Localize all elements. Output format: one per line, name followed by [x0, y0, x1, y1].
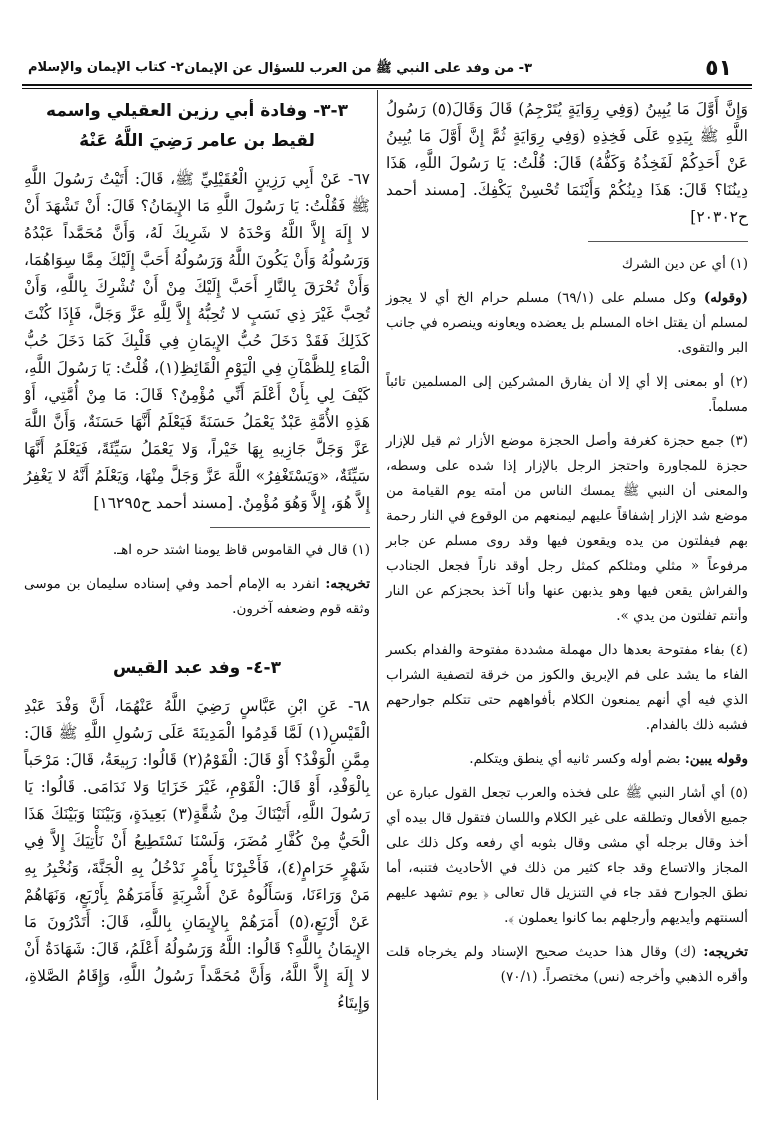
section-title: ٣-٣- وفادة أبي رزين العقيلي واسمه	[46, 101, 348, 121]
book-running-title: ٢- كتاب الإيمان والإسلام	[28, 60, 184, 75]
header-rule	[22, 84, 752, 86]
header-rule-thin	[22, 88, 752, 89]
column-divider	[377, 90, 378, 1100]
hadith-67: ٦٧- عَنْ أَبِي رَزِينٍ الْعُقَيْلِيِّ ﷺ، قَالَ: أَتَيْتُ رَسُولَ اللَّهِ ﷺ فَقُلْتُ: يَا رَسُولَ اللَّهِ مَا الإِيمَانُ؟ قَالَ: أَنْ تَشْهَدَ أَنْ لا إِلَهَ إِلاَّ اللَّهُ وَحْدَهُ لا شَرِيكَ لَهُ، وَأَنَّ مُحَمَّداً عَبْدُهُ وَرَسُولُهُ وَأَنْ يَكُونَ اللَّهُ وَرَسُولُهُ أَحَبَّ إِلَيْكَ مِمَّا سِوَاهُمَا، وَأَنْ تُحْرَقَ بِالنَّارِ أَحَبَّ إِلَيْكَ مِنْ أَنْ تُشْرِكَ بِاللَّهِ، وَأَنْ تُحِبَّ غَيْرَ ذِي نَسَبٍ لا تُحِبُّهُ إِلاَّ لِلَّهِ عَزَّ وَجَلَّ، فَإِذَا كُنْتَ كَذَلِكَ فَقَدْ دَخَلَ حُبُّ الإِيمَانِ فِي قَلْبِكَ كَمَا دَخَلَ حُبُّ الْمَاءِ لِلظَّمْآنِ فِي الْيَوْمِ الْقَائِظِ(١)، قُلْتُ: يَا رَسُولَ اللَّهِ، كَيْفَ لِي بِأَنْ أَعْلَمَ أَنِّي مُؤْمِنٌ؟ قَالَ: مَا مِنْ أُمَّتِي، أَوْ هَذِهِ الأُمَّةِ عَبْدٌ يَعْمَلُ حَسَنَةً فَيَعْلَمُ أَنَّهَا حَسَنَةٌ، وَأَنَّ اللَّهَ عَزَّ وَجَلَّ جَازِيهِ بِهَا خَيْراً، وَلا يَعْمَلُ سَيِّئَةً، فَيَعْلَمُ أَنَّهَا سَيِّئَةٌ، «وَيَسْتَغْفِرُ» اللَّهَ عَزَّ وَجَلَّ مِنْهَا، وَيَعْلَمُ أَنَّهُ لا يَغْفِرُ إِلاَّ هُوَ، إِلاَّ وَهُوَ مُؤْمِنٌ. [مسند أحمد ح١٦٢٩٥]	[24, 170, 370, 512]
page-number: ٥١	[705, 56, 732, 81]
footnote: (١) قال في القاموس قاظ يومنا اشتد حره اهـ.	[112, 542, 370, 558]
hadith-continuation: وَإِنَّ أَوَّلَ مَا يُبِينُ (وَفِي رِوَايَةٍ يُتَرْجِمُ) قَالَ وَقَالَ(٥) رَسُولُ اللَّهِ ﷺ بِيَدِهِ عَلَى فَخِذِهِ (وَفِي رِوَايَةٍ ثُمَّ إِنَّ أَوَّلَ مَا يُبِينُ عَنْ أَحَدِكُمْ لَفَخِذُهُ وَكَفُّهُ) قَالَ: قُلْتُ: يَا رَسُولَ اللَّهِ، هَذَا دِينُنَا؟ قَالَ: هَذَا دِينُكُمْ وَأَيْنَمَا تُحْسِنْ يَكْفِكَ. [مسند أحمد ح٢٠٣٠٢]	[386, 100, 748, 226]
section-title: ٣-٤- وفد عبد القيس	[113, 658, 281, 678]
left-column	[24, 96, 370, 1017]
footnote: (٤) بفاء مفتوحة بعدها دال مهملة مشددة مفتوحة والفدام بكسر الفاء ما يشد على فم الإبريق والكوز من خرقة لتصفية الشراب الذي فيه أي أنهم يمنعون الكلام بأفواههم حتى تتكلم جوارحهم فشبه ذلك بالفدام.	[386, 642, 748, 733]
footnote-separator	[210, 527, 370, 528]
footnote: (٥) أي أشار النبي ﷺ على فخذه والعرب تجعل القول عبارة عن جميع الأفعال وتطلقه على غير الكلام واللسان فتقول قال بيده أي أخذ وقال برجله أي مشى وقال بثوبه أي رفعه وكل ذلك على المجاز والاتساع وقد جاء كثير من ذلك في الأحاديث فتنبه، أما نطق الجوارح فقد جاء في التنزيل قال تعالى ﴿ يوم تشهد عليهم ألسنتهم وأيديهم وأرجلهم بما كانوا يعملون ﴾.	[386, 785, 748, 926]
page-header	[22, 54, 752, 84]
footnote: (٣) جمع حجزة كغرفة وأصل الحجزة موضع الأزار ثم قيل للإزار حجزة للمجاورة واحتجز الرجل بالإزار إذا شده على وسطه، والمعنى أن النبي ﷺ يمسك الناس من أمته يوم القيامة من موضع شد الإزار إشفاقاً عليهم ليمنعهم من الوقوع في النار رحمة بهم فيفلتون من يده ويقعون فيها وقد روى مسلم عن جابر مرفوعاً « مثلي ومثلكم كمثل رجل أوقد ناراً فجعل الجنادب والفراش يقعن فيها وهو يذبهن عنها وأنا آخذ بحجزكم عن النار وأنتم تفلتون من يدي ».	[386, 433, 748, 624]
footnote: (وقوله) وكل مسلم على (٦٩/١) مسلم حرام الخ أي لا يجوز لمسلم أن يقتل اخاه المسلم بل يعضده ويعاونه وينصره في جانب البر والتقوى.	[386, 290, 748, 356]
hadith-68: ٦٨- عَنِ ابْنِ عَبَّاسٍ رَضِيَ اللَّهُ عَنْهُمَا، أَنَّ وَفْدَ عَبْدِ الْقَيْسِ(١) لَمَّا قَدِمُوا الْمَدِينَةَ عَلَى رَسُولِ اللَّهِ ﷺ قَالَ: مِمَّنِ الْوَفْدُ؟ أَوْ قَالَ: الْقَوْمُ(٢) قَالُوا: رَبِيعَةُ، قَالَ: مَرْحَباً بِالْوَفْدِ، أَوْ قَالَ: الْقَوْمِ، غَيْرَ خَزَايَا وَلا نَدَامَى. قَالُوا: يَا رَسُولَ اللَّهِ، أَتَيْنَاكَ مِنْ شُقَّةٍ(٣) بَعِيدَةٍ، وَبَيْنَنَا وَبَيْنَكَ هَذَا الْحَيُّ مِنْ كُفَّارِ مُضَرَ، وَلَسْنَا نَسْتَطِيعُ أَنْ نَأْتِيَكَ إِلاَّ فِي شَهْرٍ حَرَامٍ(٤)، فَأَخْبِرْنَا بِأَمْرٍ نَدْخُلُ بِهِ الْجَنَّةَ، وَنُخْبِرُ بِهِ مَنْ وَرَاءَنَا، وَسَأَلُوهُ عَنْ أَشْرِبَةٍ فَأَمَرَهُمْ بِأَرْبَعٍ، وَنَهَاهُمْ عَنْ أَرْبَعٍ،(٥) أَمَرَهُمْ بِالإِيمَانِ بِاللَّهِ، قَالَ: أَتَدْرُونَ مَا الإِيمَانُ بِاللَّهِ؟ قَالُوا: اللَّهُ وَرَسُولُهُ أَعْلَمُ، قَالَ: شَهَادَةُ أَنْ لا إِلَهَ إِلاَّ اللَّهُ، وَأَنَّ مُحَمَّداً رَسُولُ اللَّهِ، وَإِقَامُ الصَّلاةِ، وَإِيتَاءُ	[24, 697, 371, 1012]
footnote: وقوله يبين: بضم أوله وكسر ثانيه أي ينطق ويتكلم.	[469, 751, 748, 767]
takhrij: تخريجه: انفرد به الإمام أحمد وفي إسناده سليمان بن موسى وثقه قوم وضعفه آخرون.	[24, 576, 371, 617]
right-column	[386, 96, 748, 999]
takhrij: تخريجه: (ك) وقال هذا حديث صحيح الإسناد ولم يخرجاه قلت وأقره الذهبي وأخرجه (نس) مختصراً. (٧٠/١)	[386, 944, 748, 985]
chapter-running-title: ٣- من وفد على النبي ﷺ من العرب للسؤال عن الإيمان	[184, 61, 532, 76]
footnote-separator	[588, 241, 748, 242]
footnote: (٢) أو بمعنى إلا أي إلا أن يفارق المشركين إلى المسلمين تائباً مسلماً.	[386, 374, 748, 415]
footnote: (١) أي عن دين الشرك	[621, 256, 748, 272]
section-subtitle: لقيط بن عامر رَضِيَ اللَّهُ عَنْهُ	[79, 131, 315, 151]
